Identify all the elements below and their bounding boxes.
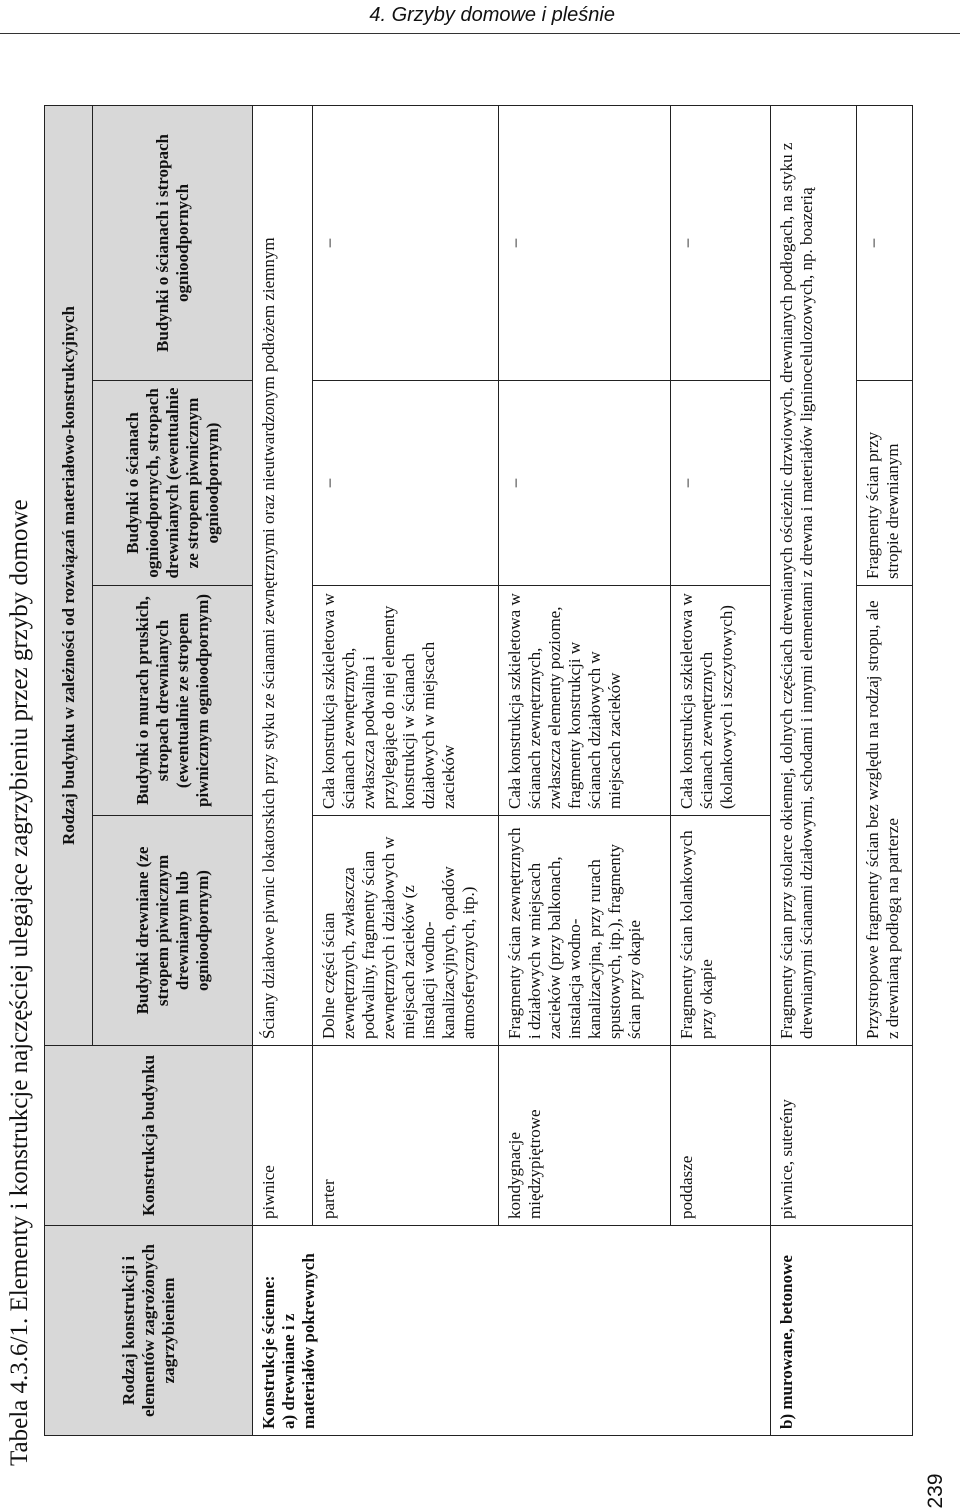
header-prussian-wall-buildings: Budynki o murach pruskich, stropach drewnianych (ewentualnie ze stropem piwnicznym ognioodpornym) — [93, 586, 253, 816]
page-number: 239 — [924, 1473, 947, 1509]
merged-cell: Fragmenty ścian przy stolarce okiennej, dolnych częściach drewnianych ościeżnic drzwiowych, drewnianych podłogach, na styku z drewnianymi ścianami działowymi, schodami i innymi elementami z drewna i materiałów ligninocelulozowych, np. boazerią — [771, 105, 857, 1045]
header-fireproof-walls-buildings: Budynki o ścianach ognioodpornych, stropach drewnianych (ewentualnie ze stropem piwnicznym ognioodpornym) — [93, 381, 253, 586]
group-a-title: Konstrukcje ścienne: — [259, 1275, 278, 1429]
merged-cell: Ściany działowe piwnic lokatorskich przy styku ze ścianami zewnętrznymi oraz nieutwardzonym podłożem ziemnym — [253, 105, 313, 1045]
rotated-page-content — [0, 30, 920, 1470]
group-b-cell — [771, 1226, 913, 1436]
data-cell: Fragmenty ścian zewnętrznych i działowych w miejscach zacieków (przy balkonach, instalacja wodno-kanalizacyjna, przy rurach spustowych, itp.), fragmenty ścian przy okapie — [499, 816, 671, 1046]
data-cell: Cała konstrukcja szkieletowa w ścianach zewnętrznych (kolankowych i szczytowych) — [671, 586, 771, 816]
running-header: 4. Grzyby domowe i pleśnie — [0, 0, 960, 34]
construction-cell: piwnice, suterény — [771, 1046, 913, 1226]
data-cell: – — [499, 105, 671, 380]
group-a-subtitle: a) drewniane i z materiałów pokrewnych — [279, 1253, 318, 1429]
header-building-type-group: Rodzaj budynku w zależności od rozwiązań materiałowo-konstrukcyjnych — [45, 105, 93, 1045]
data-cell: Przystropowe fragmenty ścian bez względu na rodzaj stropu, ale z drewnianą podłogą na parterze — [857, 586, 913, 1046]
data-cell: – — [313, 381, 499, 586]
header-building-construction: Konstrukcja budynku — [45, 1046, 253, 1226]
data-cell: Cała konstrukcja szkieletowa w ścianach zewnętrznych, zwłaszcza elementy poziome, fragmenty konstrukcji w ścianach działowych w miejscach zacieków — [499, 586, 671, 816]
group-b-title: b) murowane, betonowe — [777, 1255, 796, 1429]
table-row — [771, 105, 857, 1435]
data-cell: – — [313, 105, 499, 380]
data-cell: – — [671, 381, 771, 586]
construction-cell: piwnice — [253, 1046, 313, 1226]
construction-cell: parter — [313, 1046, 499, 1226]
construction-cell: kondygnacje międzypiętrowe — [499, 1046, 671, 1226]
data-cell: Fragmenty ścian przy stropie drewnianym — [857, 381, 913, 586]
header-structure-type: Rodzaj konstrukcji i elementów zagrożonych zagrzybieniem — [45, 1226, 253, 1436]
elements-table — [44, 105, 913, 1436]
data-cell: – — [499, 381, 671, 586]
group-a-cell — [253, 1226, 771, 1436]
table-row — [253, 105, 313, 1435]
header-fireproof-walls-ceilings-buildings: Budynki o ścianach i stropach ognioodpornych — [93, 105, 253, 380]
header-row-group — [45, 105, 93, 1435]
data-cell: Fragmenty ścian kolankowych przy okapie — [671, 816, 771, 1046]
data-cell: Cała konstrukcja szkieletowa w ścianach zewnętrznych, zwłaszcza podwalina i przylegające do niej elementy konstrukcji w ścianach działowych w miejscach zacieków — [313, 586, 499, 816]
construction-cell: poddasze — [671, 1046, 771, 1226]
data-cell: – — [857, 105, 913, 380]
data-cell: – — [671, 105, 771, 380]
header-wooden-buildings: Budynki drewniane (ze stropem piwnicznym drewnianym lub ognioodpornym) — [93, 816, 253, 1046]
data-cell: Dolne części ścian zewnętrznych, zwłaszcza podwaliny, fragmenty ścian zewnętrznych i działowych w miejscach zacieków (z instalacji wodno-kanalizacyjnych, opadów atmosferycznych, itp.) — [313, 816, 499, 1046]
table-title: Tabela 4.3.6/1. Elementy i konstrukcje najczęściej ulegające zagrzybieniu przez grzyby domowe — [6, 499, 33, 1466]
